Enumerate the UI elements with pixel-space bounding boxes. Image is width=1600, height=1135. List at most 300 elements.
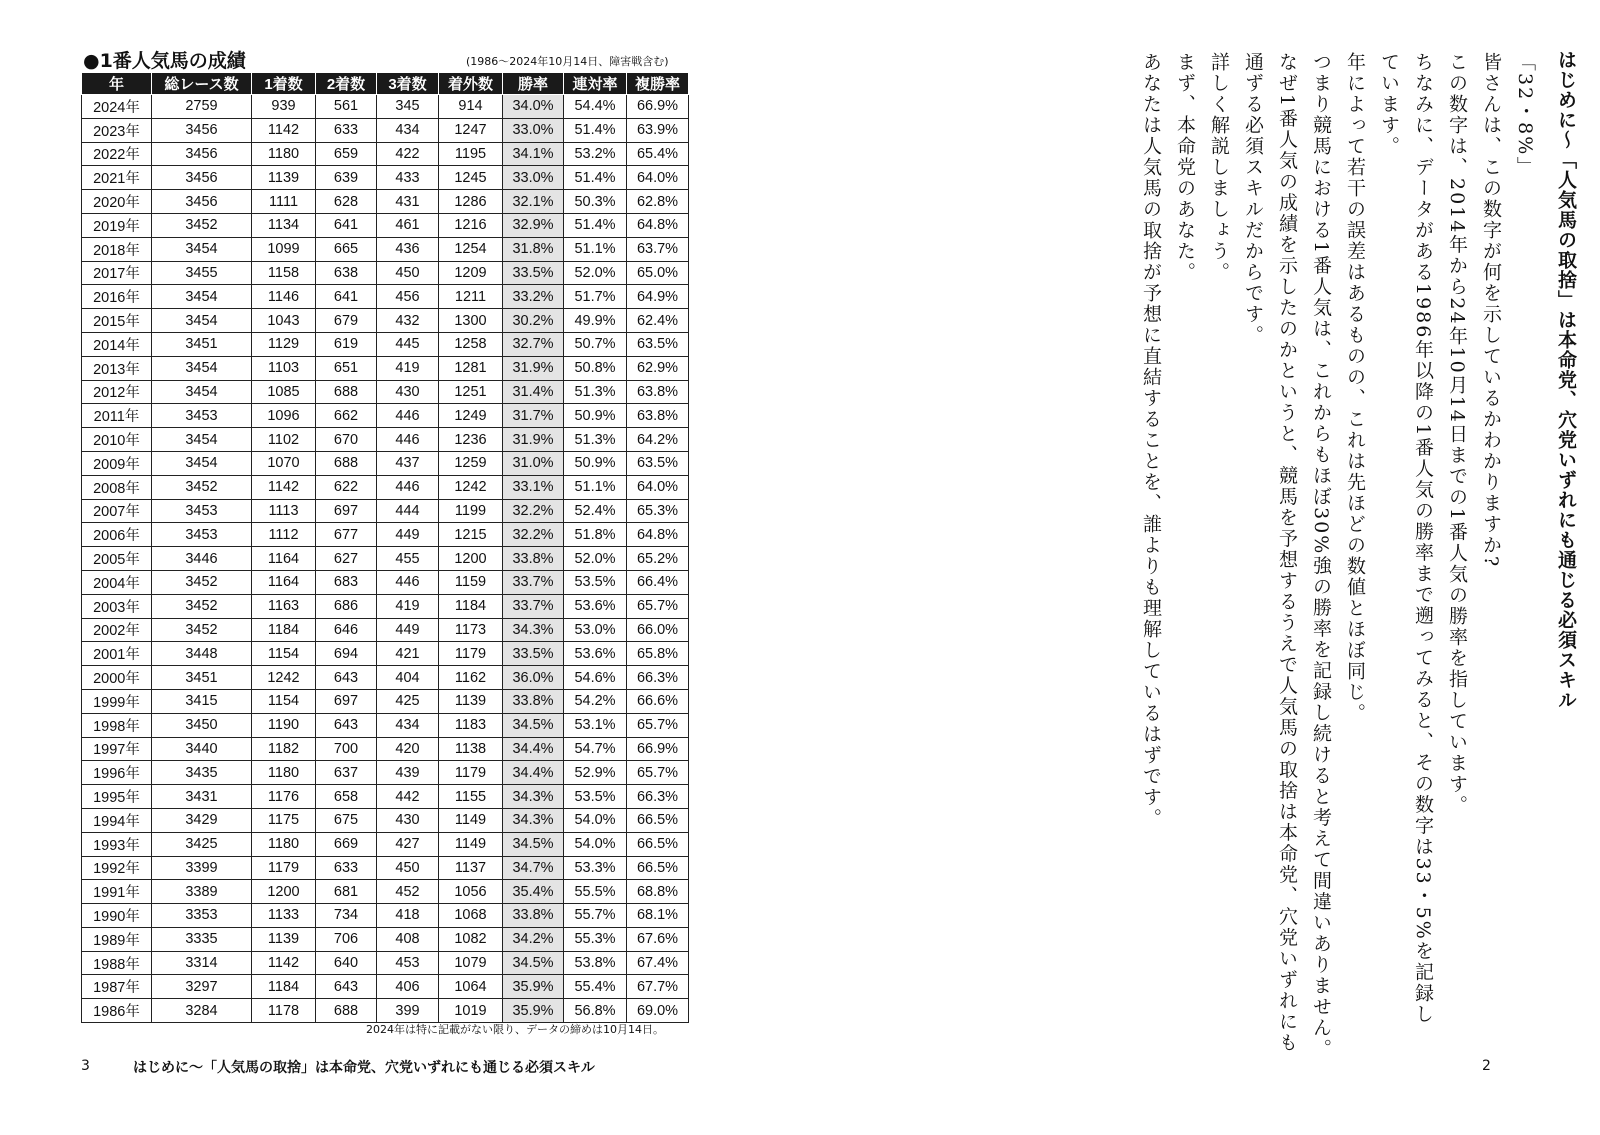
- table-cell: 1182: [252, 737, 316, 761]
- table-cell: 431: [377, 190, 439, 214]
- table-cell: 66.9%: [627, 737, 689, 761]
- table-cell: 659: [316, 142, 377, 166]
- table-cell: 1994年: [82, 808, 152, 832]
- body-line: 皆さんは、この数字が何を示しているかわかりますか?: [1480, 52, 1502, 569]
- table-cell: 54.6%: [564, 666, 627, 690]
- table-cell: 619: [316, 332, 377, 356]
- table-cell: 50.9%: [564, 404, 627, 428]
- table-cell: 694: [316, 642, 377, 666]
- table-cell: 2005年: [82, 547, 152, 571]
- table-row: [82, 713, 689, 737]
- table-cell: 1019: [439, 999, 503, 1023]
- table-cell: 68.1%: [627, 904, 689, 928]
- table-cell: 1991年: [82, 880, 152, 904]
- table-cell: 1183: [439, 713, 503, 737]
- table-cell: 665: [316, 237, 377, 261]
- table-cell: 700: [316, 737, 377, 761]
- body-line: ちなみに、データがある1986年以降の1番人気の勝率まで遡ってみると、その数字は33・5%を記録し: [1412, 52, 1434, 1025]
- table-cell: 2024年: [82, 95, 152, 119]
- column-header: 複勝率: [627, 73, 689, 95]
- table-cell: 1162: [439, 666, 503, 690]
- table-cell: 54.0%: [564, 808, 627, 832]
- table-cell: 34.4%: [503, 737, 564, 761]
- table-row: [82, 570, 689, 594]
- table-cell: 453: [377, 951, 439, 975]
- table-cell: 627: [316, 547, 377, 571]
- table-cell: 66.5%: [627, 856, 689, 880]
- table-cell: 446: [377, 570, 439, 594]
- table-cell: 3452: [152, 594, 252, 618]
- table-cell: 1155: [439, 785, 503, 809]
- table-cell: 1164: [252, 570, 316, 594]
- table-cell: 2759: [152, 95, 252, 119]
- table-cell: 3450: [152, 713, 252, 737]
- table-cell: 33.8%: [503, 904, 564, 928]
- table-cell: 65.7%: [627, 594, 689, 618]
- table-cell: 65.7%: [627, 713, 689, 737]
- table-cell: 33.7%: [503, 594, 564, 618]
- table-cell: 437: [377, 451, 439, 475]
- table-cell: 445: [377, 332, 439, 356]
- table-note: (1986〜2024年10月14日、障害戦含む): [466, 55, 669, 68]
- table-cell: 670: [316, 428, 377, 452]
- table-cell: 3425: [152, 832, 252, 856]
- table-cell: 30.2%: [503, 309, 564, 333]
- table-cell: 3297: [152, 975, 252, 999]
- table-cell: 1129: [252, 332, 316, 356]
- table-cell: 3451: [152, 332, 252, 356]
- table-cell: 675: [316, 808, 377, 832]
- table-cell: 434: [377, 713, 439, 737]
- table-cell: 3452: [152, 570, 252, 594]
- table-cell: 64.9%: [627, 285, 689, 309]
- table-cell: 54.7%: [564, 737, 627, 761]
- table-cell: 3415: [152, 689, 252, 713]
- table-row: [82, 451, 689, 475]
- table-cell: 55.7%: [564, 904, 627, 928]
- table-cell: 1113: [252, 499, 316, 523]
- table-cell: 3456: [152, 166, 252, 190]
- table-cell: 65.3%: [627, 499, 689, 523]
- table-row: [82, 594, 689, 618]
- table-cell: 2021年: [82, 166, 152, 190]
- table-cell: 418: [377, 904, 439, 928]
- table-cell: 53.1%: [564, 713, 627, 737]
- table-cell: 55.5%: [564, 880, 627, 904]
- table-cell: 1184: [439, 594, 503, 618]
- table-cell: 63.7%: [627, 237, 689, 261]
- table-cell: 1173: [439, 618, 503, 642]
- table-cell: 35.9%: [503, 975, 564, 999]
- table-cell: 1111: [252, 190, 316, 214]
- table-cell: 32.1%: [503, 190, 564, 214]
- table-row: [82, 332, 689, 356]
- table-row: [82, 618, 689, 642]
- table-cell: 34.5%: [503, 832, 564, 856]
- table-cell: 1133: [252, 904, 316, 928]
- table-cell: 399: [377, 999, 439, 1023]
- table-cell: 2008年: [82, 475, 152, 499]
- table-cell: 53.8%: [564, 951, 627, 975]
- column-header: 3着数: [377, 73, 439, 95]
- table-cell: 1996年: [82, 761, 152, 785]
- table-cell: 434: [377, 118, 439, 142]
- table-cell: 62.9%: [627, 356, 689, 380]
- table-cell: 50.7%: [564, 332, 627, 356]
- table-cell: 1064: [439, 975, 503, 999]
- table-cell: 34.0%: [503, 95, 564, 119]
- table-cell: 1199: [439, 499, 503, 523]
- table-cell: 1178: [252, 999, 316, 1023]
- table-row: [82, 547, 689, 571]
- table-cell: 681: [316, 880, 377, 904]
- table-cell: 1990年: [82, 904, 152, 928]
- table-cell: 452: [377, 880, 439, 904]
- table-cell: 1993年: [82, 832, 152, 856]
- table-cell: 67.7%: [627, 975, 689, 999]
- table-cell: 734: [316, 904, 377, 928]
- table-cell: 1211: [439, 285, 503, 309]
- table-cell: 450: [377, 856, 439, 880]
- body-line: この数字は、2014年から24年10月14日までの1番人気の勝率を指しています。: [1446, 52, 1468, 816]
- table-cell: 50.3%: [564, 190, 627, 214]
- table-cell: 1154: [252, 689, 316, 713]
- table-cell: 2011年: [82, 404, 152, 428]
- table-cell: 420: [377, 737, 439, 761]
- table-cell: 640: [316, 951, 377, 975]
- table-cell: 3451: [152, 666, 252, 690]
- table-cell: 1179: [252, 856, 316, 880]
- table-cell: 35.9%: [503, 999, 564, 1023]
- table-cell: 1281: [439, 356, 503, 380]
- table-cell: 1137: [439, 856, 503, 880]
- table-cell: 51.4%: [564, 166, 627, 190]
- table-cell: 65.8%: [627, 642, 689, 666]
- table-cell: 1158: [252, 261, 316, 285]
- column-header: 勝率: [503, 73, 564, 95]
- table-cell: 1043: [252, 309, 316, 333]
- table-cell: 3453: [152, 523, 252, 547]
- table-cell: 51.3%: [564, 380, 627, 404]
- table-cell: 69.0%: [627, 999, 689, 1023]
- page-number-right: 2: [1482, 1058, 1491, 1074]
- table-cell: 1139: [439, 689, 503, 713]
- table-cell: 2018年: [82, 237, 152, 261]
- table-cell: 679: [316, 309, 377, 333]
- table-footnote: 2024年は特に記載がない限り、データの締めは10月14日。: [366, 1023, 664, 1036]
- table-cell: 33.2%: [503, 285, 564, 309]
- body-line: 「32・8%」: [1514, 52, 1536, 178]
- table-cell: 51.7%: [564, 285, 627, 309]
- table-cell: 32.2%: [503, 523, 564, 547]
- table-cell: 2010年: [82, 428, 152, 452]
- table-cell: 51.4%: [564, 213, 627, 237]
- table-cell: 3456: [152, 190, 252, 214]
- table-cell: 688: [316, 380, 377, 404]
- table-cell: 439: [377, 761, 439, 785]
- table-cell: 1998年: [82, 713, 152, 737]
- table-cell: 2012年: [82, 380, 152, 404]
- table-cell: 643: [316, 713, 377, 737]
- table-cell: 34.3%: [503, 808, 564, 832]
- table-cell: 1251: [439, 380, 503, 404]
- table-cell: 3431: [152, 785, 252, 809]
- table-cell: 456: [377, 285, 439, 309]
- table-row: [82, 880, 689, 904]
- column-header: 年: [82, 73, 152, 95]
- table-cell: 697: [316, 689, 377, 713]
- table-cell: 1215: [439, 523, 503, 547]
- table-cell: 55.4%: [564, 975, 627, 999]
- table-cell: 34.1%: [503, 142, 564, 166]
- table-cell: 3353: [152, 904, 252, 928]
- table-cell: 446: [377, 428, 439, 452]
- table-cell: 50.9%: [564, 451, 627, 475]
- table-cell: 52.0%: [564, 261, 627, 285]
- table-cell: 1200: [439, 547, 503, 571]
- table-cell: 2009年: [82, 451, 152, 475]
- table-cell: 33.0%: [503, 118, 564, 142]
- table-row: [82, 666, 689, 690]
- running-title: はじめに〜「人気馬の取捨」は本命党、穴党いずれにも通じる必須スキル: [133, 1060, 595, 1076]
- table-cell: 2015年: [82, 309, 152, 333]
- table-cell: 697: [316, 499, 377, 523]
- table-cell: 2001年: [82, 642, 152, 666]
- table-cell: 637: [316, 761, 377, 785]
- table-row: [82, 737, 689, 761]
- table-cell: 442: [377, 785, 439, 809]
- table-cell: 51.1%: [564, 475, 627, 499]
- table-row: [82, 499, 689, 523]
- table-cell: 421: [377, 642, 439, 666]
- table-cell: 669: [316, 832, 377, 856]
- table-cell: 2004年: [82, 570, 152, 594]
- table-cell: 1146: [252, 285, 316, 309]
- table-cell: 3454: [152, 380, 252, 404]
- table-row: [82, 380, 689, 404]
- table-cell: 2003年: [82, 594, 152, 618]
- table-cell: 53.5%: [564, 570, 627, 594]
- table-cell: 62.4%: [627, 309, 689, 333]
- table-cell: 2006年: [82, 523, 152, 547]
- body-line: 年によって若干の誤差はあるものの、これは先ほどの数値とほぼ同じ。: [1344, 52, 1366, 724]
- table-cell: 1286: [439, 190, 503, 214]
- table-cell: 643: [316, 666, 377, 690]
- table-cell: 36.0%: [503, 666, 564, 690]
- table-cell: 2013年: [82, 356, 152, 380]
- table-cell: 1247: [439, 118, 503, 142]
- table-cell: 688: [316, 999, 377, 1023]
- table-cell: 1999年: [82, 689, 152, 713]
- table-cell: 677: [316, 523, 377, 547]
- table-cell: 2017年: [82, 261, 152, 285]
- right-page: [800, 0, 1600, 1135]
- table-cell: 33.7%: [503, 570, 564, 594]
- table-cell: 33.8%: [503, 689, 564, 713]
- table-cell: 2000年: [82, 666, 152, 690]
- table-cell: 1154: [252, 642, 316, 666]
- table-cell: 2022年: [82, 142, 152, 166]
- table-cell: 51.4%: [564, 118, 627, 142]
- table-cell: 1986年: [82, 999, 152, 1023]
- table-cell: 3455: [152, 261, 252, 285]
- table-cell: 53.5%: [564, 785, 627, 809]
- table-row: [82, 785, 689, 809]
- table-cell: 1988年: [82, 951, 152, 975]
- table-row: [82, 118, 689, 142]
- table-cell: 3452: [152, 213, 252, 237]
- table-cell: 35.4%: [503, 880, 564, 904]
- table-cell: 1236: [439, 428, 503, 452]
- table-cell: 1997年: [82, 737, 152, 761]
- table-cell: 1082: [439, 927, 503, 951]
- table-cell: 430: [377, 380, 439, 404]
- table-cell: 3453: [152, 499, 252, 523]
- table-cell: 1249: [439, 404, 503, 428]
- body-line: あなたは人気馬の取捨が予想に直結することを、誰よりも理解しているはずです。: [1140, 52, 1162, 829]
- table-cell: 3454: [152, 428, 252, 452]
- table-cell: 1099: [252, 237, 316, 261]
- table-cell: 639: [316, 166, 377, 190]
- table-cell: 64.0%: [627, 166, 689, 190]
- table-cell: 2019年: [82, 213, 152, 237]
- table-cell: 444: [377, 499, 439, 523]
- table-row: [82, 761, 689, 785]
- table-cell: 1995年: [82, 785, 152, 809]
- table-cell: 3453: [152, 404, 252, 428]
- table-cell: 54.4%: [564, 95, 627, 119]
- table-cell: 64.0%: [627, 475, 689, 499]
- table-cell: 1209: [439, 261, 503, 285]
- table-row: [82, 808, 689, 832]
- table-cell: 688: [316, 451, 377, 475]
- table-cell: 31.9%: [503, 356, 564, 380]
- table-cell: 1190: [252, 713, 316, 737]
- table-row: [82, 428, 689, 452]
- table-row: [82, 689, 689, 713]
- table-cell: 53.2%: [564, 142, 627, 166]
- column-header: 1着数: [252, 73, 316, 95]
- table-cell: 34.5%: [503, 951, 564, 975]
- table-cell: 3452: [152, 618, 252, 642]
- table-cell: 1134: [252, 213, 316, 237]
- table-cell: 3454: [152, 356, 252, 380]
- table-cell: 3454: [152, 451, 252, 475]
- table-cell: 54.2%: [564, 689, 627, 713]
- table-cell: 34.3%: [503, 785, 564, 809]
- table-row: [82, 999, 689, 1023]
- table-cell: 3454: [152, 237, 252, 261]
- table-cell: 561: [316, 95, 377, 119]
- table-cell: 1142: [252, 475, 316, 499]
- table-cell: 430: [377, 808, 439, 832]
- table-cell: 34.7%: [503, 856, 564, 880]
- table-cell: 638: [316, 261, 377, 285]
- body-text: [1134, 52, 1542, 1060]
- table-cell: 641: [316, 285, 377, 309]
- body-line: 詳しく解説しましょう。: [1208, 52, 1230, 283]
- favorite-stats-table: [81, 72, 689, 1023]
- table-cell: 63.5%: [627, 332, 689, 356]
- table-cell: 63.5%: [627, 451, 689, 475]
- table-cell: 1242: [252, 666, 316, 690]
- table-cell: 64.8%: [627, 523, 689, 547]
- table-row: [82, 166, 689, 190]
- table-cell: 51.1%: [564, 237, 627, 261]
- table-row: [82, 237, 689, 261]
- body-line: まず、本命党のあなた。: [1174, 52, 1196, 283]
- table-cell: 3284: [152, 999, 252, 1023]
- table-cell: 3314: [152, 951, 252, 975]
- column-header: 総レース数: [152, 73, 252, 95]
- table-row: [82, 142, 689, 166]
- table-cell: 449: [377, 523, 439, 547]
- table-cell: 432: [377, 309, 439, 333]
- table-row: [82, 904, 689, 928]
- table-cell: 3448: [152, 642, 252, 666]
- chapter-heading: はじめに〜「人気馬の取捨」は本命党、穴党いずれにも通じる必須スキル: [1555, 50, 1577, 710]
- table-cell: 34.4%: [503, 761, 564, 785]
- table-cell: 66.5%: [627, 832, 689, 856]
- table-cell: 1254: [439, 237, 503, 261]
- table-cell: 1149: [439, 832, 503, 856]
- table-cell: 628: [316, 190, 377, 214]
- table-cell: 1242: [439, 475, 503, 499]
- table-cell: 1989年: [82, 927, 152, 951]
- table-cell: 1079: [439, 951, 503, 975]
- table-row: [82, 475, 689, 499]
- table-cell: 404: [377, 666, 439, 690]
- table-cell: 33.0%: [503, 166, 564, 190]
- table-cell: 1259: [439, 451, 503, 475]
- table-cell: 62.8%: [627, 190, 689, 214]
- table-row: [82, 642, 689, 666]
- table-cell: 1142: [252, 118, 316, 142]
- table-cell: 31.9%: [503, 428, 564, 452]
- table-cell: 66.4%: [627, 570, 689, 594]
- table-cell: 1179: [439, 642, 503, 666]
- body-line: なぜ1番人気の成績を示したのかというと、競馬を予想するうえで人気馬の取捨は本命党、穴党いずれにも: [1276, 52, 1298, 1054]
- table-cell: 446: [377, 475, 439, 499]
- table-cell: 31.7%: [503, 404, 564, 428]
- column-header: 2着数: [316, 73, 377, 95]
- table-cell: 641: [316, 213, 377, 237]
- table-cell: 643: [316, 975, 377, 999]
- table-cell: 939: [252, 95, 316, 119]
- table-row: [82, 356, 689, 380]
- table-cell: 33.5%: [503, 261, 564, 285]
- table-cell: 67.6%: [627, 927, 689, 951]
- table-cell: 3389: [152, 880, 252, 904]
- table-cell: 65.0%: [627, 261, 689, 285]
- table-cell: 1103: [252, 356, 316, 380]
- table-cell: 52.0%: [564, 547, 627, 571]
- table-cell: 1180: [252, 761, 316, 785]
- table-row: [82, 190, 689, 214]
- table-cell: 32.2%: [503, 499, 564, 523]
- table-cell: 66.3%: [627, 785, 689, 809]
- table-cell: 449: [377, 618, 439, 642]
- table-cell: 1258: [439, 332, 503, 356]
- table-cell: 651: [316, 356, 377, 380]
- table-cell: 66.5%: [627, 808, 689, 832]
- table-cell: 66.0%: [627, 618, 689, 642]
- table-cell: 63.8%: [627, 404, 689, 428]
- table-cell: 3435: [152, 761, 252, 785]
- table-cell: 633: [316, 856, 377, 880]
- table-cell: 3429: [152, 808, 252, 832]
- table-cell: 3454: [152, 285, 252, 309]
